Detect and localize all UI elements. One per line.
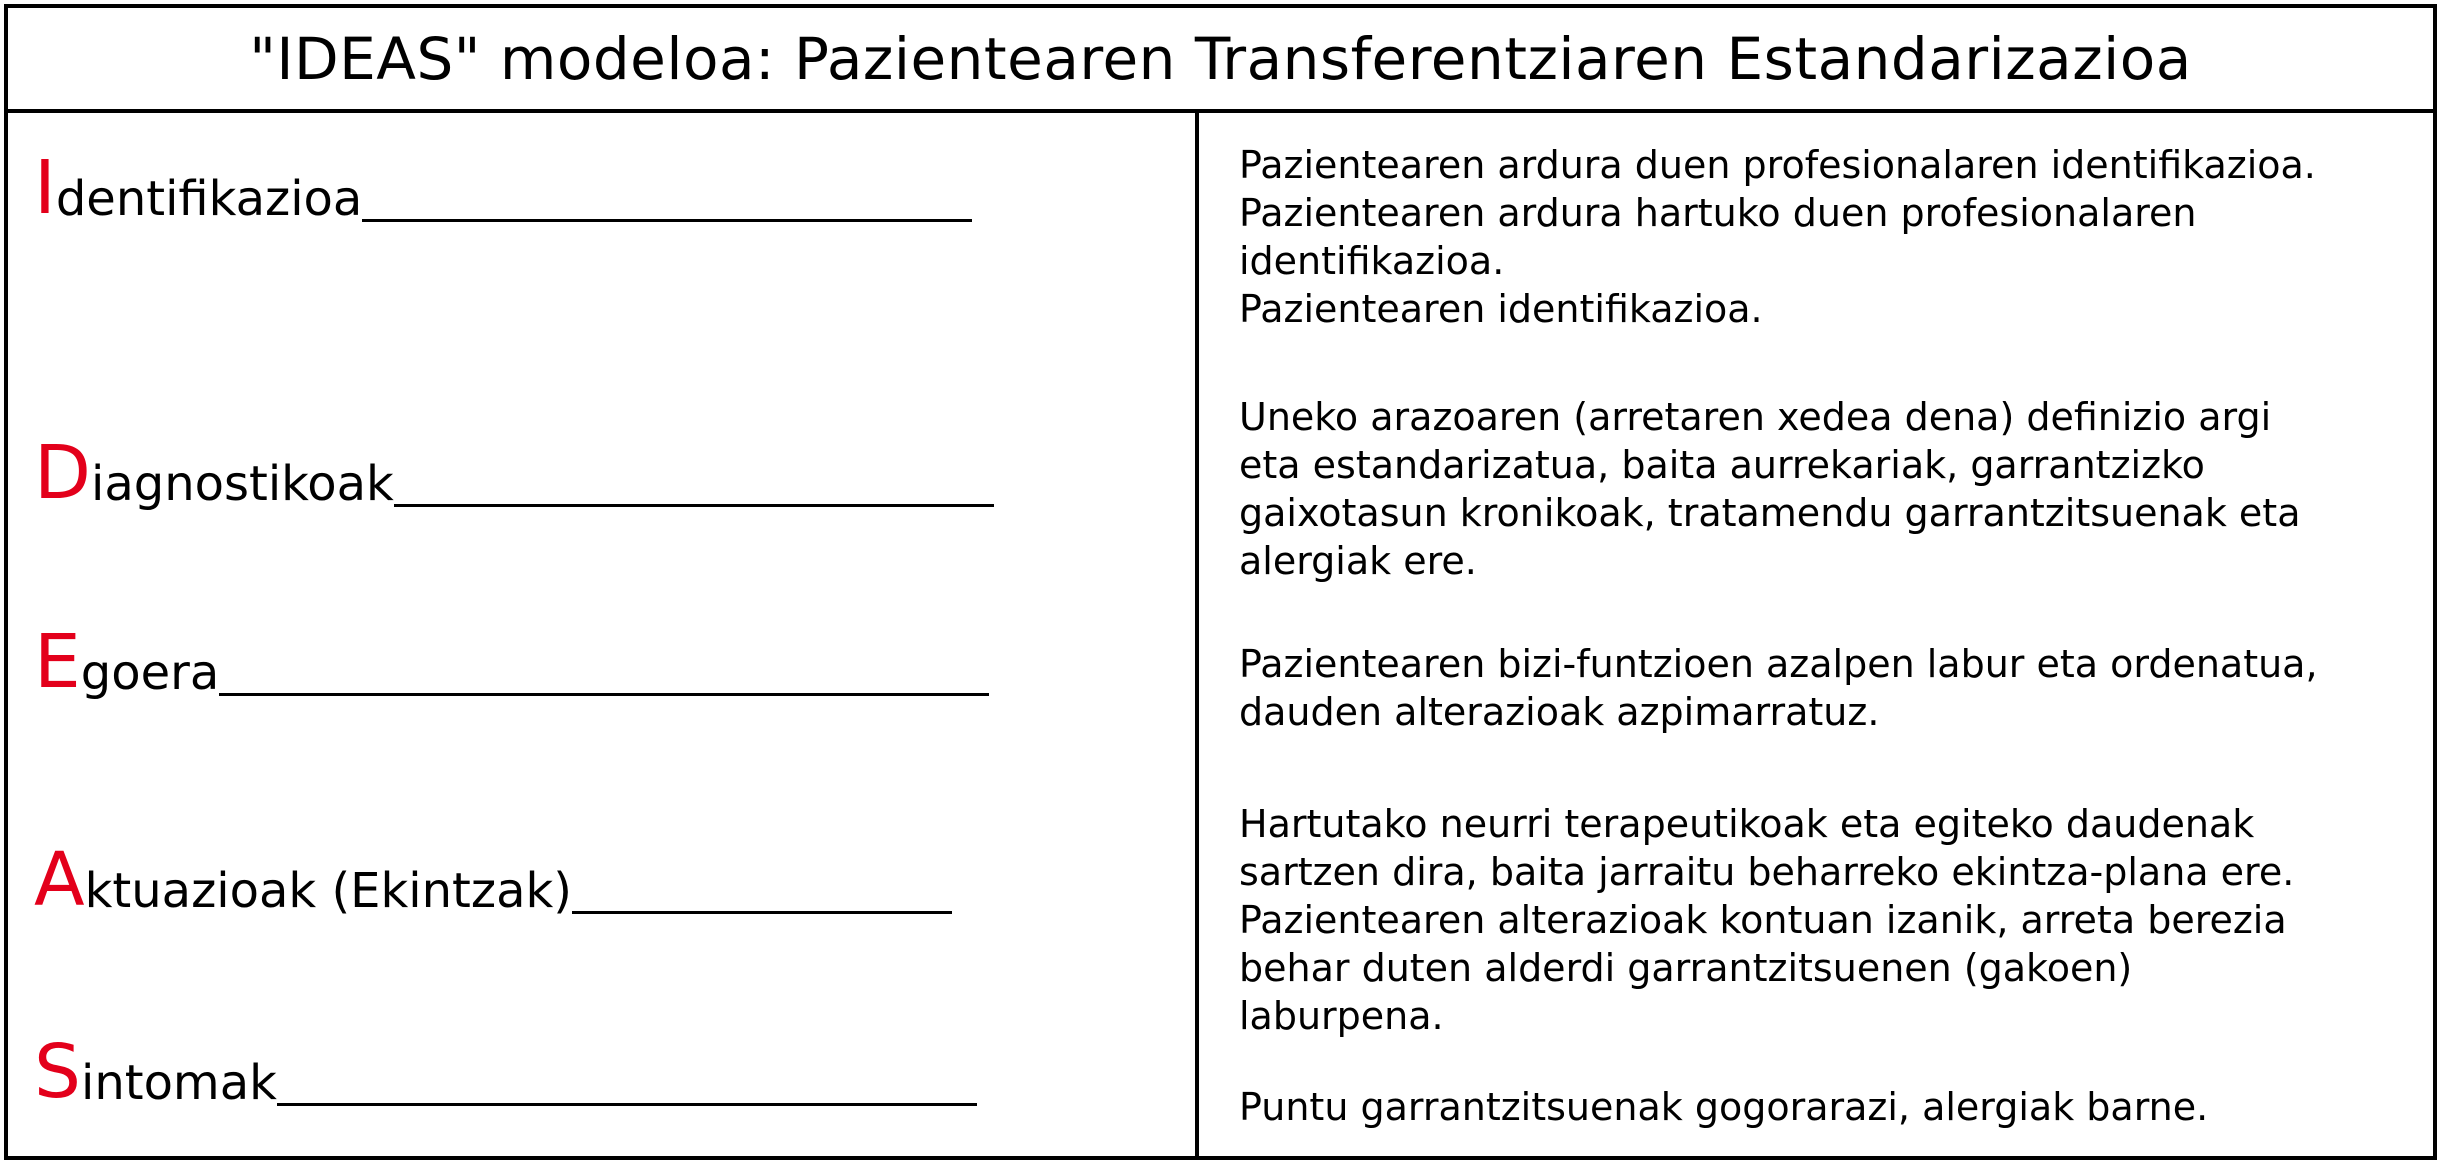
- description-line: identifikazioa.: [1239, 239, 1505, 283]
- term-diagnostikoak: [34, 430, 994, 516]
- description-line: gaixotasun kronikoak, tratamendu garrantzitsuenak eta: [1239, 491, 2301, 535]
- term-fill-line: [219, 693, 989, 696]
- description-line: eta estandarizatua, baita aurrekariak, garrantzizko: [1239, 443, 2205, 487]
- term-sintomak: [34, 1029, 977, 1115]
- term-aktuazioak: [34, 837, 952, 923]
- description-line: Pazientearen bizi-funtzioen azalpen labur eta ordenatua,: [1239, 642, 2318, 686]
- description-line: behar duten alderdi garrantzitsuenen (gakoen): [1239, 946, 2133, 990]
- term-initial-letter: I: [34, 145, 56, 231]
- descriptions-column: [1199, 113, 2437, 1160]
- ideas-model-table: [4, 4, 2437, 1160]
- description-line: Pazientearen ardura duen profesionalaren identifikazioa.: [1239, 143, 2316, 187]
- term-label: iagnostikoak: [90, 456, 394, 512]
- page-title: "IDEAS" modeloa: Pazientearen Transferentziaren Estandarizazioa: [249, 24, 2192, 93]
- description-line: Hartutako neurri terapeutikoak eta egiteko daudenak: [1239, 802, 2255, 846]
- term-fill-line: [394, 504, 994, 507]
- term-identifikazioa: [34, 145, 972, 231]
- term-label: goera: [80, 645, 220, 701]
- title-bar: [8, 8, 2433, 113]
- term-label: ktuazioak (Ekintzak): [84, 863, 573, 919]
- description-line: dauden alterazioak azpimarratuz.: [1239, 690, 1880, 734]
- description-line: Puntu garrantzitsuenak gogorarazi, alergiak barne.: [1239, 1085, 2209, 1129]
- term-initial-letter: A: [34, 837, 85, 923]
- terms-column: [8, 113, 1195, 1160]
- term-initial-letter: S: [34, 1029, 81, 1115]
- description-aktuazioak: [1239, 800, 2419, 1040]
- description-line: Uneko arazoaren (arretaren xedea dena) definizio argi: [1239, 395, 2272, 439]
- term-label: dentifikazioa: [55, 171, 363, 227]
- description-line: laburpena.: [1239, 994, 1444, 1038]
- term-fill-line: [277, 1103, 977, 1106]
- description-line: Pazientearen ardura hartuko duen profesionalaren: [1239, 191, 2197, 235]
- description-line: Pazientearen identifikazioa.: [1239, 287, 1763, 331]
- term-fill-line: [362, 219, 972, 222]
- term-egoera: [34, 619, 989, 705]
- description-diagnostikoak: [1239, 393, 2419, 585]
- description-sintomak: [1239, 1083, 2419, 1131]
- term-fill-line: [572, 911, 952, 914]
- description-line: alergiak ere.: [1239, 539, 1477, 583]
- term-initial-letter: E: [34, 619, 81, 705]
- description-egoera: [1239, 640, 2419, 736]
- description-identifikazioa: [1239, 141, 2419, 333]
- description-line: Pazientearen alterazioak kontuan izanik, arreta berezia: [1239, 898, 2287, 942]
- term-initial-letter: D: [34, 430, 91, 516]
- term-label: intomak: [80, 1055, 277, 1111]
- description-line: sartzen dira, baita jarraitu beharreko ekintza-plana ere.: [1239, 850, 2295, 894]
